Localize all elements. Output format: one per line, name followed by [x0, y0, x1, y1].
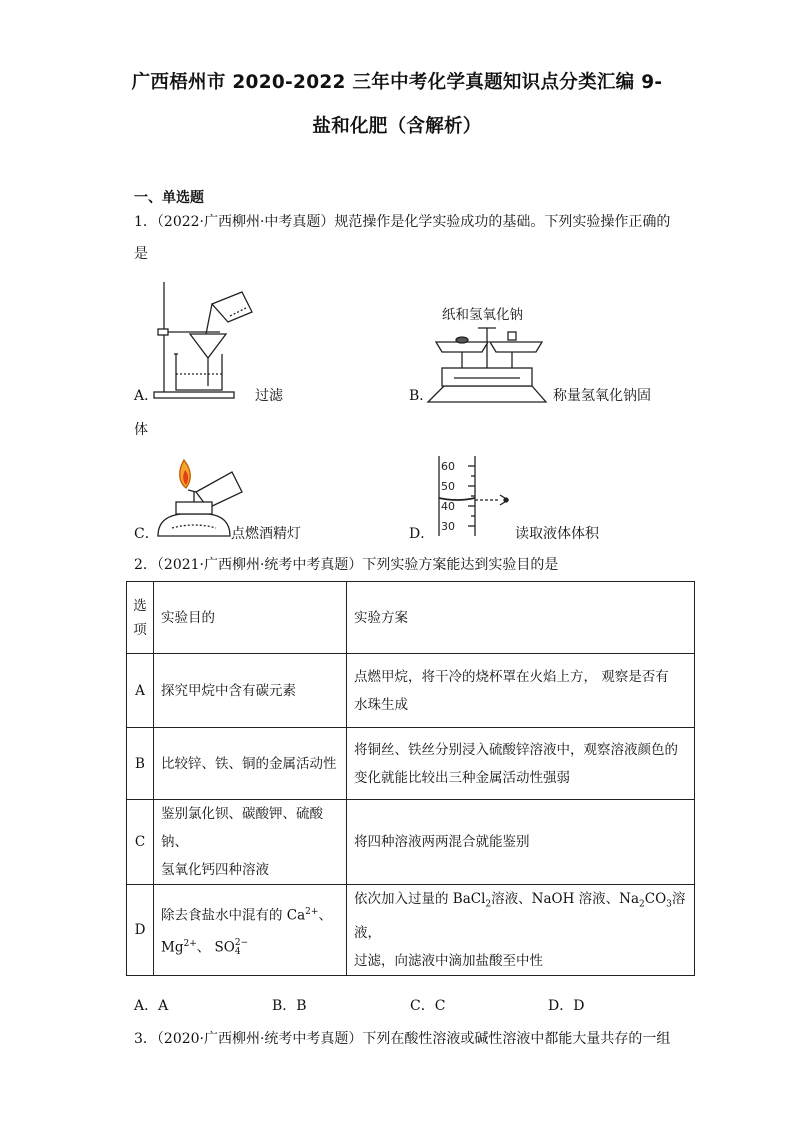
q1-optA-letter: A．: [134, 388, 159, 404]
row-a-plan: 点燃甲烷，将干冷的烧杯罩在火焰上方， 观察是否有 水珠生成: [347, 654, 695, 728]
row-d-aim: 除去食盐水中混有的 $Ca^{2+}$、 $Mg^{2+}$、 SO 2− 4: [154, 885, 347, 976]
header-option: 选项: [127, 582, 154, 654]
table-row-d: [127, 885, 695, 976]
q2-answer-b: B．B: [272, 998, 307, 1014]
table-row-c: [127, 800, 695, 885]
q2-options-table: [126, 581, 695, 976]
header-aim: 实验目的: [154, 582, 347, 654]
header-plan: 实验方案: [347, 582, 695, 654]
q2-answer-c: C．C: [410, 998, 446, 1014]
q1-optB-text-continued: 体: [134, 422, 148, 438]
q1-optB-figure-label: 纸和氢氧化钠: [442, 307, 523, 323]
cylinder-tick-60: 60: [441, 460, 455, 473]
row-a-option: A: [127, 654, 154, 728]
document-title-line1: 广西梧州市 2020-2022 三年中考化学真题知识点分类汇编 9-: [131, 72, 663, 93]
graduated-cylinder-figure: [436, 454, 516, 540]
table-header-row: [127, 582, 695, 654]
row-b-plan: 将铜丝、铁丝分别浸入硫酸锌溶液中，观察溶液颜色的 变化就能比较出三种金属活动性强弱: [347, 728, 695, 800]
q1-optA-text: 过滤: [255, 388, 283, 404]
section-heading: 一、单选题: [134, 190, 204, 206]
balance-figure: [424, 320, 550, 406]
row-a-aim: 探究甲烷中含有碳元素: [154, 654, 347, 728]
q1-optC-text: 点燃酒精灯: [231, 526, 301, 542]
document-title-line2: 盐和化肥（含解析）: [312, 116, 482, 137]
q1-optC-letter: C．: [134, 526, 159, 542]
row-b-option: B: [127, 728, 154, 800]
row-d-plan: 依次加入过量的 BaCl$_2$溶液、NaOH 溶液、$Na_2CO_3$溶液， 过滤，向滤液中滴加盐酸至中性: [347, 885, 695, 976]
row-c-aim: 鉴别氯化钡、碳酸钾、硫酸钠、 氢氧化钙四种溶液: [154, 800, 347, 885]
q2-answer-d: D．D: [548, 998, 585, 1014]
q2-stem: 2．（2021·广西柳州·统考中考真题）下列实验方案能达到实验目的是: [134, 557, 559, 573]
q1-optB-letter: B．: [409, 388, 434, 404]
q1-optD-text: 读取液体体积: [515, 526, 599, 542]
q1-optB-text: 称量氢氧化钠固: [553, 388, 651, 404]
row-c-option: C: [127, 800, 154, 885]
row-b-aim: 比较锌、铁、铜的金属活动性: [154, 728, 347, 800]
table-row-a: [127, 654, 695, 728]
row-d-option: D: [127, 885, 154, 976]
q1-stem-line1: 1．（2022·广西柳州·中考真题）规范操作是化学实验成功的基础。下列实验操作正确的: [134, 214, 671, 230]
cylinder-tick-50: 50: [441, 480, 455, 493]
q2-answer-a: A．A: [134, 998, 169, 1014]
q1-stem-line2: 是: [134, 246, 148, 262]
table-row-b: [127, 728, 695, 800]
filtration-apparatus-figure: [150, 278, 262, 402]
q1-optD-letter: D．: [409, 526, 435, 542]
row-c-plan: 将四种溶液两两混合就能鉴别: [347, 800, 695, 885]
q3-stem: 3．（2020·广西柳州·统考中考真题）下列在酸性溶液或碱性溶液中都能大量共存的一组: [134, 1031, 671, 1047]
cylinder-tick-30: 30: [441, 520, 455, 533]
cylinder-tick-40: 40: [441, 500, 455, 513]
